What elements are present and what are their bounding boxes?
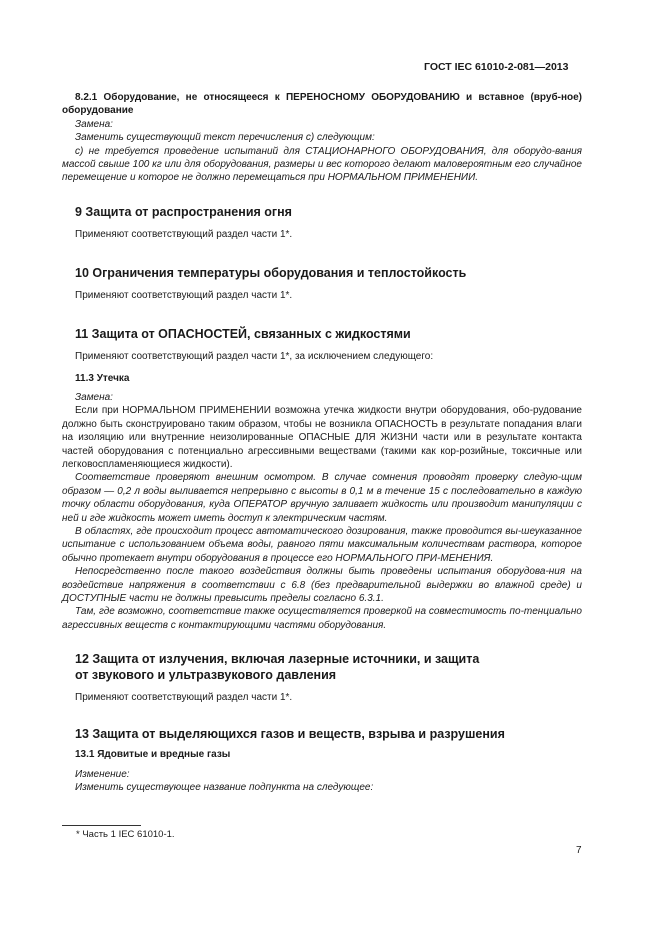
section-10-text: Применяют соответствующий раздел части 1*. [75, 290, 293, 302]
amendment-label: Изменение: [75, 768, 130, 780]
section-12-title-line-1: 12 Защита от излучения, включая лазерные источники, и защита [75, 652, 480, 667]
subclause-11-3-title: 11.3 Утечка [75, 372, 130, 384]
leakage-paragraph-2: Соответствие проверяют внешним осмотром. В случае сомнения проводят проверку следую-щим образом — 0,2 л воды выливается непрерывно с высоты в 0,1 м в течение 15 с последовательно в каждую точку области оборудования, куда ОПЕРАТОР вручную заливает жидкость или производит манипуляции с ней и где жидкость может иметь доступ к электрическим частям. [62, 472, 582, 524]
section-9-text: Применяют соответствующий раздел части 1*. [75, 229, 293, 241]
section-11-text: Применяют соответствующий раздел части 1*, за исключением следующего: [75, 351, 434, 363]
change-instruction: Заменить существующий текст перечисления с) следующим: [75, 132, 375, 144]
change-label: Замена: [75, 118, 113, 130]
amendment-instruction: Изменить существующее название подпункта на следующее: [75, 782, 374, 793]
section-13-title: 13 Защита от выделяющихся газов и веществ, взрыва и разрушения [75, 726, 505, 741]
leakage-paragraph-4: Непосредственно после такого воздействия должны быть проведены испытания оборудова-ния на воздействие напряжения в соответствии с 6.8 (без предварительной выдержки во влажной среде) и ДОСТУПНЫЕ части не должны превысить пределы согласно 6.3.1. [62, 566, 582, 605]
section-12-title-line-2: от звукового и ультразвукового давления [75, 667, 337, 682]
change-text: с) не требуется проведение испытаний для СТАЦИОНАРНОГО ОБОРУДОВАНИЯ, для оборудо-вания массой свыше 100 кг или для оборудования, размеры и вес которого делают маловероятным его случайное перемещение и которое не должно перемещаться при НОРМАЛЬНОМ ПРИМЕНЕНИИ. [62, 145, 582, 184]
replacement-label: Замена: [75, 391, 113, 403]
footnote-separator [62, 825, 141, 826]
footnote: * Часть 1 IEC 61010-1. [76, 829, 175, 840]
page-number: 7 [576, 845, 582, 856]
section-11-title: 11 Защита от ОПАСНОСТЕЙ, связанных с жидкостями [75, 326, 411, 341]
subclause-13-1-title: 13.1 Ядовитые и вредные газы [75, 749, 231, 761]
section-12-text: Применяют соответствующий раздел части 1*. [75, 692, 293, 704]
content-column [62, 91, 582, 794]
leakage-paragraph-3: В областях, где происходит процесс автоматического дозирования, также проводится вы-шеуказанное испытание с использованием объема воды, равного пяти максимальным количествам раствора, которое обычно протекает внутри оборудования в процессе его НОРМАЛЬНОГО ПРИ-МЕНЕНИЯ. [62, 526, 582, 564]
section-10-title: 10 Ограничения температуры оборудования и теплостойкость [75, 265, 467, 280]
section-9-title: 9 Защита от распространения огня [75, 204, 292, 219]
leakage-paragraph-5: Там, где возможно, соответствие также осуществляется проверкой на совместимость по-тенциально агрессивных веществ с контактирующими частями оборудования. [62, 606, 582, 631]
standard-header: ГОСТ IEC 61010-2-081—2013 [424, 61, 569, 73]
leakage-paragraph-1: Если при НОРМАЛЬНОМ ПРИМЕНЕНИИ возможна утечка жидкости внутри оборудования, обо-рудование должно быть сконструировано таким образом, чтобы не возникла ОПАСНОСТЬ в результате попадания влаги на изоляцию или внутренние неизолированные ОПАСНЫЕ ДЛЯ ЖИЗНИ части или в результате контакта частей оборудования с потенциально агрессивными веществами (такими как кор-розийные, токсичные или легковоспламеняющиеся жидкости). [62, 405, 582, 470]
subclause-8-2-1-title: 8.2.1 Оборудование, не относящееся к ПЕРЕНОСНОМУ ОБОРУДОВАНИЮ и вставное (вруб-ное) оборудование [62, 92, 582, 117]
